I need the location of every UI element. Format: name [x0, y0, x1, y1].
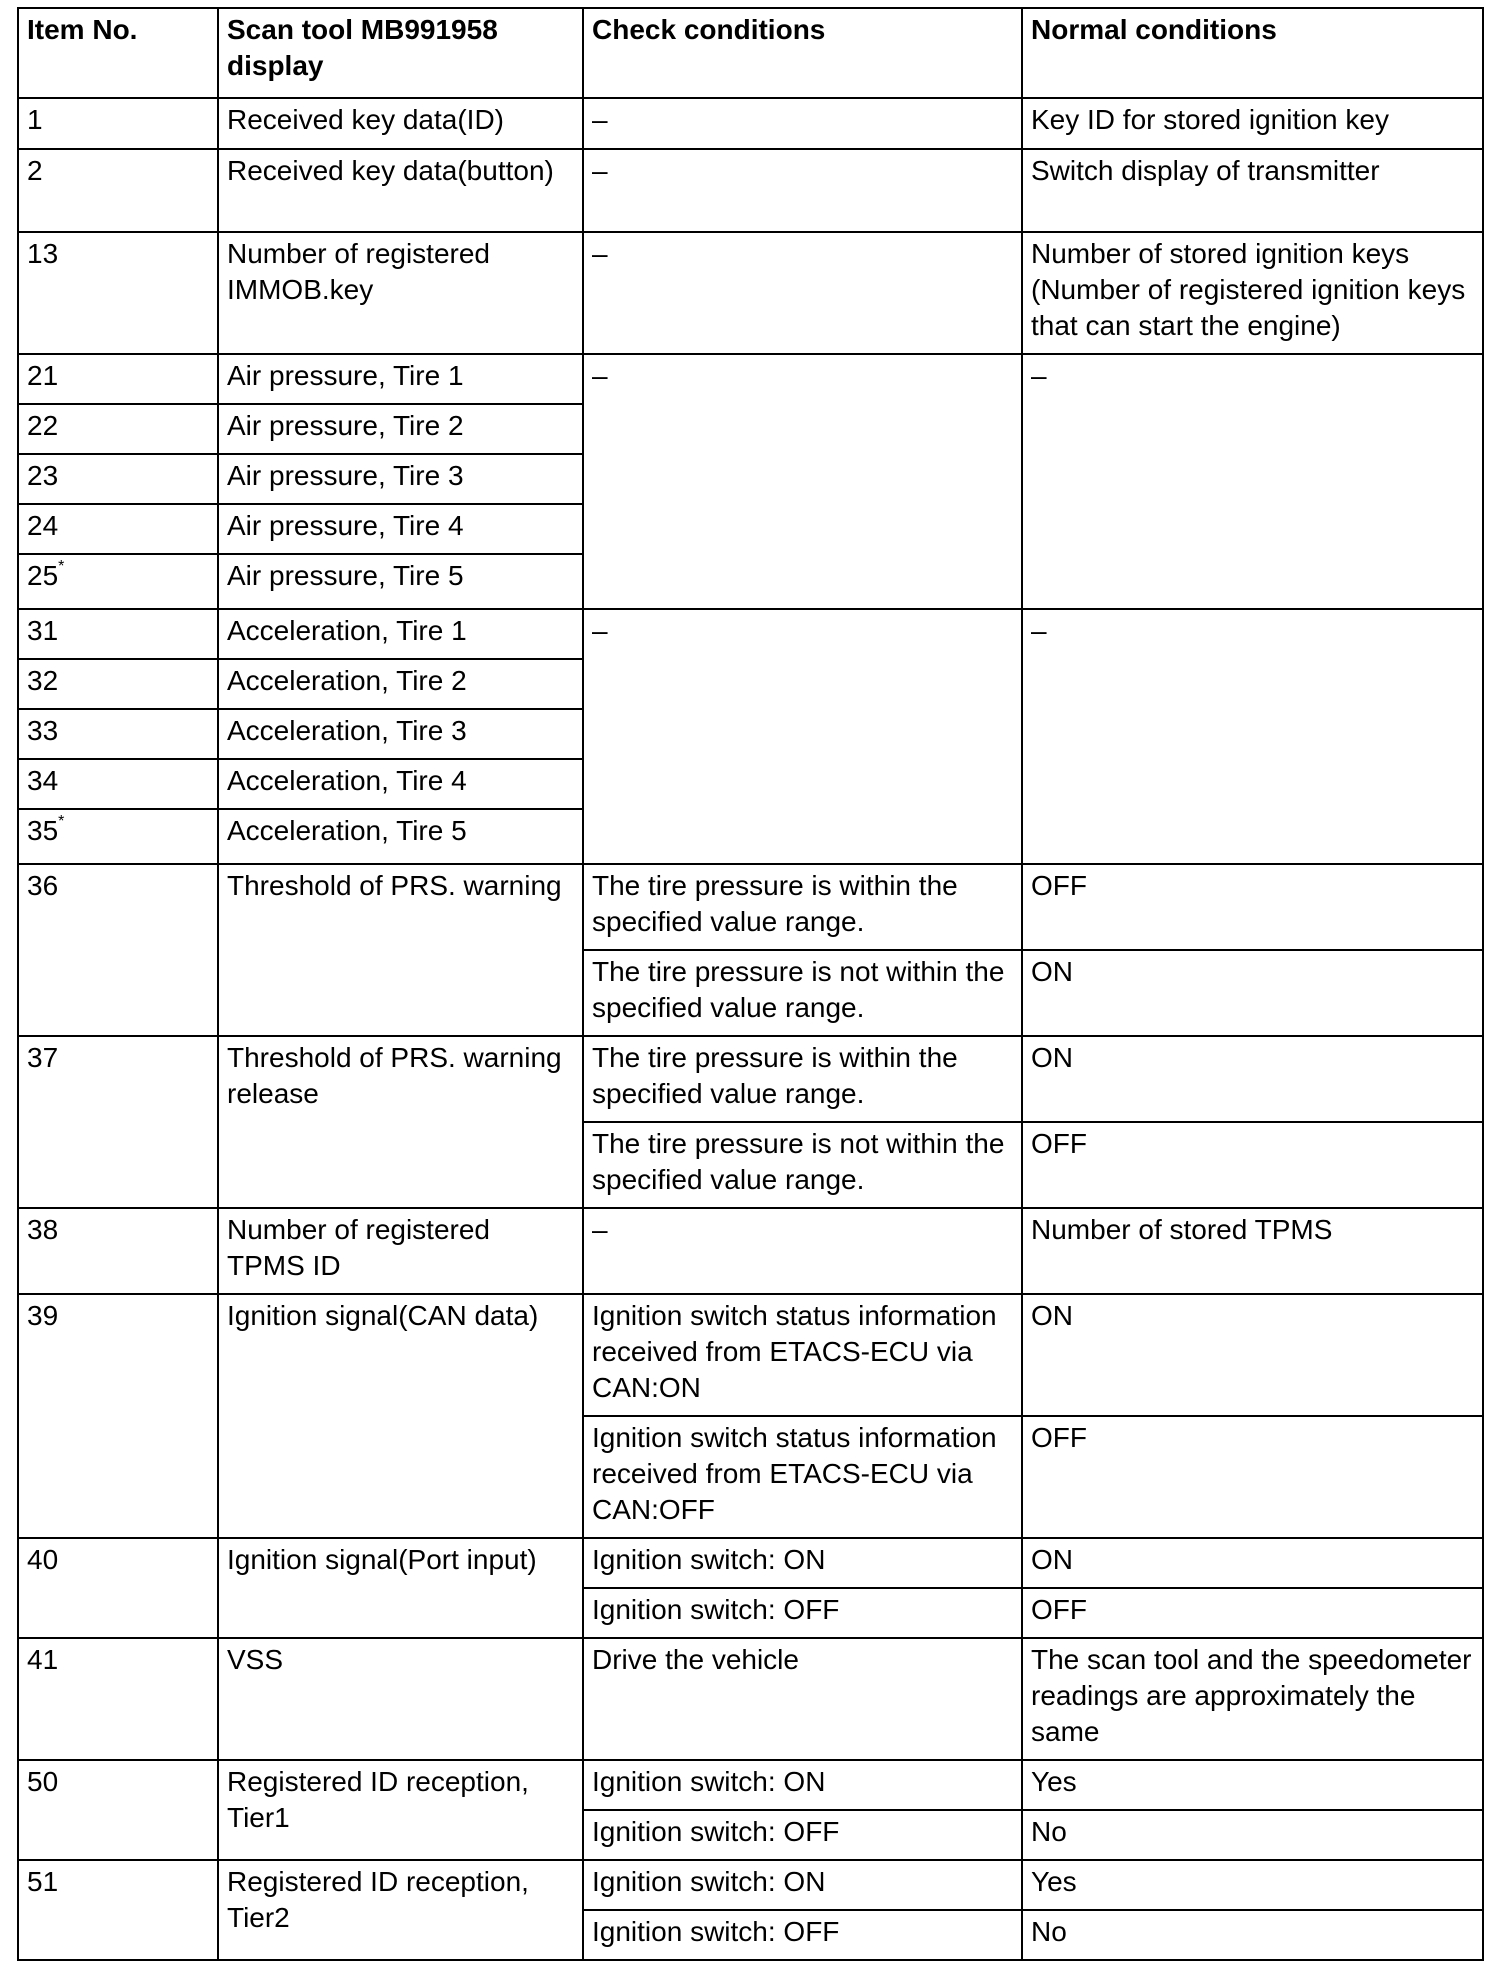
check-condition: The tire pressure is within the specified value range.: [583, 864, 1022, 950]
display-name: Threshold of PRS. warning release: [218, 1036, 583, 1208]
display-name: Acceleration, Tire 1: [218, 609, 583, 659]
normal-condition: Yes: [1022, 1760, 1483, 1810]
check-condition: The tire pressure is not within the specified value range.: [583, 950, 1022, 1036]
table-row: [18, 354, 1483, 404]
item-no: 21: [18, 354, 218, 404]
check-condition: The tire pressure is not within the specified value range.: [583, 1122, 1022, 1208]
normal-condition: OFF: [1022, 1416, 1483, 1538]
item-no-cell: [18, 554, 218, 609]
display-name: Air pressure, Tire 5: [218, 554, 583, 609]
display-name: Air pressure, Tire 3: [218, 454, 583, 504]
normal-condition: No: [1022, 1810, 1483, 1860]
table-row: [18, 1760, 1483, 1810]
data-list-table-container: [17, 7, 1482, 1961]
item-no: 51: [18, 1860, 218, 1960]
display-name: Air pressure, Tire 2: [218, 404, 583, 454]
normal-condition: OFF: [1022, 864, 1483, 950]
item-no: 13: [18, 232, 218, 354]
normal-condition: ON: [1022, 950, 1483, 1036]
check-condition: Ignition switch status information received from ETACS-ECU via CAN:OFF: [583, 1416, 1022, 1538]
display-name: Acceleration, Tire 2: [218, 659, 583, 709]
check-condition: The tire pressure is within the specified value range.: [583, 1036, 1022, 1122]
check-condition: Drive the vehicle: [583, 1638, 1022, 1760]
item-no: 38: [18, 1208, 218, 1294]
item-no: 34: [18, 759, 218, 809]
normal-condition: –: [1022, 354, 1483, 609]
normal-condition: OFF: [1022, 1588, 1483, 1638]
table-row: [18, 149, 1483, 232]
check-condition: Ignition switch: ON: [583, 1860, 1022, 1910]
table-row: [18, 232, 1483, 354]
item-no: 32: [18, 659, 218, 709]
item-no: 23: [18, 454, 218, 504]
item-no: 22: [18, 404, 218, 454]
table-row: [18, 1638, 1483, 1760]
item-no: 31: [18, 609, 218, 659]
table-row: [18, 1294, 1483, 1416]
check-condition: –: [583, 232, 1022, 354]
check-condition: –: [583, 354, 1022, 609]
header-normal-conditions: Normal conditions: [1022, 8, 1483, 98]
display-name: Air pressure, Tire 1: [218, 354, 583, 404]
footnote-mark: *: [58, 813, 65, 830]
check-condition: Ignition switch: OFF: [583, 1910, 1022, 1960]
item-no: 39: [18, 1294, 218, 1538]
item-no: 25: [27, 560, 59, 591]
item-no: 35: [27, 815, 59, 846]
table-row: [18, 1036, 1483, 1122]
normal-condition: ON: [1022, 1294, 1483, 1416]
table-header-row: [18, 8, 1483, 98]
item-no: 40: [18, 1538, 218, 1638]
data-list-table: [17, 7, 1484, 1961]
normal-condition: –: [1022, 609, 1483, 864]
display-name: Received key data(button): [218, 149, 583, 232]
table-row: [18, 1208, 1483, 1294]
table-row: [18, 864, 1483, 950]
display-name: Acceleration, Tire 4: [218, 759, 583, 809]
item-no-cell: [18, 809, 218, 864]
display-name: Number of registered IMMOB.key: [218, 232, 583, 354]
check-condition: –: [583, 1208, 1022, 1294]
item-no: 33: [18, 709, 218, 759]
table-row: [18, 1538, 1483, 1588]
header-check-conditions: Check conditions: [583, 8, 1022, 98]
check-condition: Ignition switch status information received from ETACS-ECU via CAN:ON: [583, 1294, 1022, 1416]
header-item-no: Item No.: [18, 8, 218, 98]
normal-condition: Number of stored ignition keys (Number of registered ignition keys that can start the engine): [1022, 232, 1483, 354]
normal-condition: Yes: [1022, 1860, 1483, 1910]
check-condition: –: [583, 98, 1022, 149]
display-name: VSS: [218, 1638, 583, 1760]
display-name: Acceleration, Tire 5: [218, 809, 583, 864]
display-name: Acceleration, Tire 3: [218, 709, 583, 759]
item-no: 24: [18, 504, 218, 554]
normal-condition: Number of stored TPMS: [1022, 1208, 1483, 1294]
footnote-mark: *: [58, 558, 65, 575]
table-row: [18, 609, 1483, 659]
item-no: 36: [18, 864, 218, 1036]
item-no: 1: [18, 98, 218, 149]
display-name: Received key data(ID): [218, 98, 583, 149]
display-name: Air pressure, Tire 4: [218, 504, 583, 554]
display-name: Threshold of PRS. warning: [218, 864, 583, 1036]
display-name: Registered ID reception, Tier2: [218, 1860, 583, 1960]
normal-condition: No: [1022, 1910, 1483, 1960]
normal-condition: ON: [1022, 1538, 1483, 1588]
table-row: [18, 98, 1483, 149]
display-name: Registered ID reception, Tier1: [218, 1760, 583, 1860]
item-no: 41: [18, 1638, 218, 1760]
check-condition: –: [583, 609, 1022, 864]
check-condition: Ignition switch: OFF: [583, 1588, 1022, 1638]
check-condition: Ignition switch: OFF: [583, 1810, 1022, 1860]
display-name: Ignition signal(CAN data): [218, 1294, 583, 1538]
normal-condition: Switch display of transmitter: [1022, 149, 1483, 232]
table-row: [18, 1860, 1483, 1910]
check-condition: Ignition switch: ON: [583, 1760, 1022, 1810]
normal-condition: Key ID for stored ignition key: [1022, 98, 1483, 149]
normal-condition: OFF: [1022, 1122, 1483, 1208]
display-name: Number of registered TPMS ID: [218, 1208, 583, 1294]
item-no: 50: [18, 1760, 218, 1860]
display-name: Ignition signal(Port input): [218, 1538, 583, 1638]
item-no: 2: [18, 149, 218, 232]
check-condition: –: [583, 149, 1022, 232]
check-condition: Ignition switch: ON: [583, 1538, 1022, 1588]
normal-condition: ON: [1022, 1036, 1483, 1122]
item-no: 37: [18, 1036, 218, 1208]
normal-condition: The scan tool and the speedometer readings are approximately the same: [1022, 1638, 1483, 1760]
header-display: Scan tool MB991958 display: [218, 8, 583, 98]
